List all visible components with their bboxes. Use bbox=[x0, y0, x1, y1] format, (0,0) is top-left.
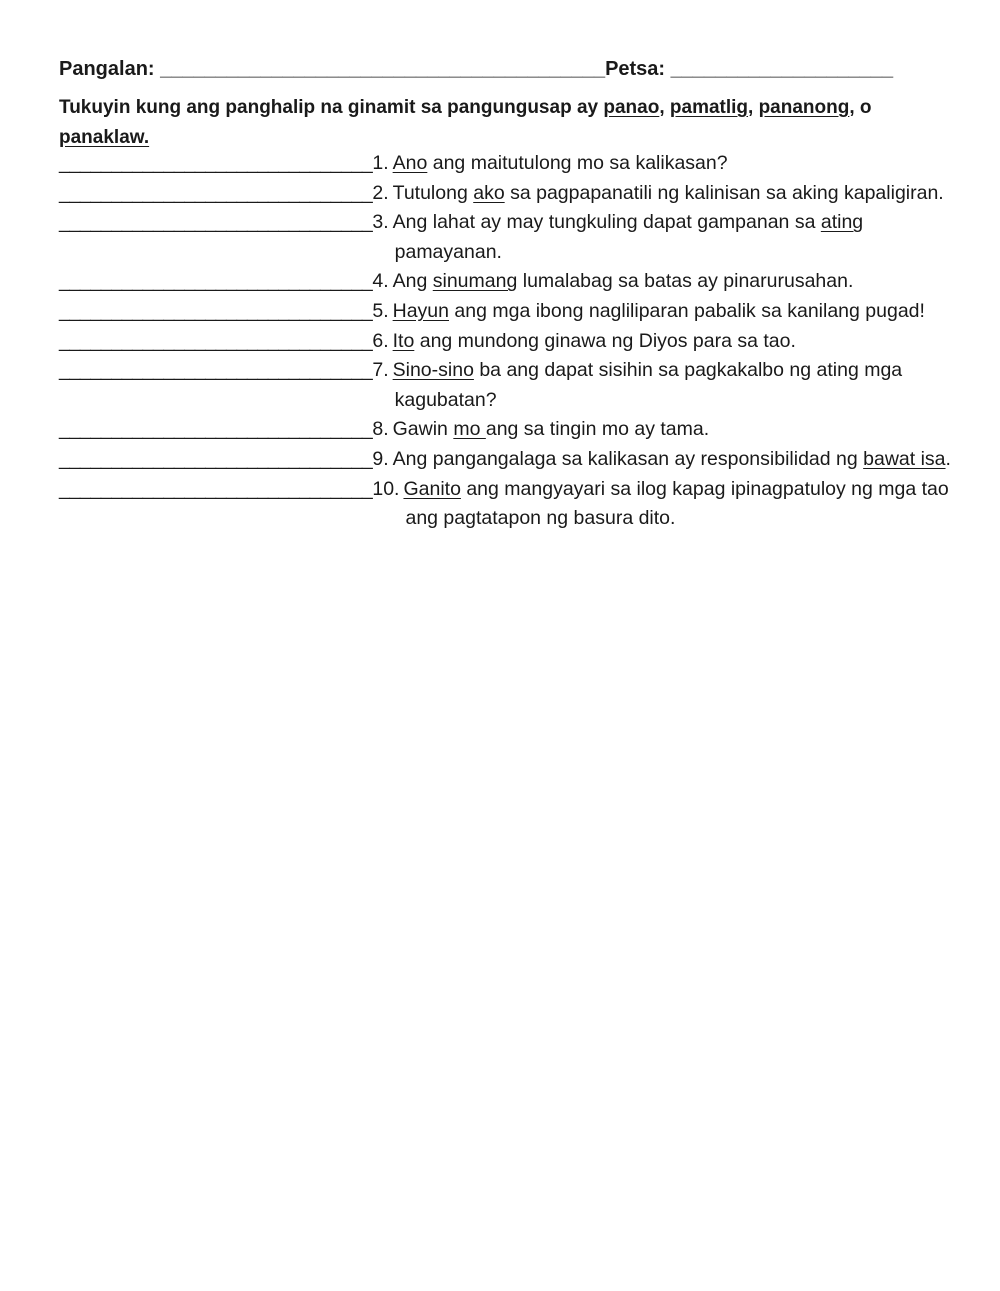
question-text bbox=[389, 415, 959, 445]
question-text-continuation: pamayanan. bbox=[394, 240, 502, 263]
question-item bbox=[59, 297, 959, 327]
question-text bbox=[389, 149, 959, 179]
question-text bbox=[399, 475, 959, 534]
answer-line[interactable]: ______________________________ bbox=[59, 418, 373, 441]
question-text bbox=[389, 179, 959, 209]
underlined-pronoun: Ganito bbox=[403, 477, 461, 500]
question-text-after: . bbox=[945, 447, 951, 470]
question-item bbox=[59, 475, 959, 534]
question-item bbox=[59, 356, 959, 415]
question-number: 5. bbox=[372, 299, 389, 322]
answer-line[interactable]: ______________________________ bbox=[59, 270, 373, 293]
question-text-before: Tutulong bbox=[392, 181, 474, 204]
question-number: 2. bbox=[372, 181, 389, 204]
underlined-pronoun: mo bbox=[453, 418, 486, 441]
answer-line[interactable]: ______________________________ bbox=[59, 152, 373, 174]
question-text bbox=[389, 327, 959, 357]
date-label: Petsa: bbox=[605, 58, 666, 80]
question-item bbox=[59, 445, 959, 475]
underlined-pronoun: Hayun bbox=[392, 299, 449, 322]
answer-line[interactable]: ______________________________ bbox=[59, 329, 373, 352]
option-pamatlig: pamatlig bbox=[669, 97, 749, 118]
question-text-after: sa pagpapanatili ng kalinisan sa aking kapaligiran. bbox=[504, 181, 944, 204]
question-number: 9. bbox=[372, 447, 389, 470]
question-item bbox=[59, 327, 959, 357]
answer-line[interactable]: ______________________________ bbox=[59, 211, 373, 234]
question-number: 8. bbox=[372, 418, 389, 441]
question-text-after: ba ang dapat sisihin sa pagkakalbo ng ating mga bbox=[473, 359, 903, 382]
question-list bbox=[59, 149, 959, 534]
answer-line[interactable]: ______________________________ bbox=[59, 181, 373, 204]
question-text-after: ang mangyayari sa ilog kapag ipinagpatuloy ng mga tao bbox=[460, 477, 949, 500]
question-item bbox=[59, 208, 959, 267]
question-text bbox=[389, 445, 959, 475]
question-number: 3. bbox=[372, 211, 389, 234]
question-number: 6. bbox=[372, 329, 389, 352]
question-item bbox=[59, 415, 959, 445]
question-text-after: ang mundong ginawa ng Diyos para sa tao. bbox=[414, 329, 796, 352]
question-number: 10. bbox=[372, 477, 400, 500]
question-text bbox=[389, 267, 959, 297]
option-pananong: pananong bbox=[758, 97, 850, 118]
option-panaklaw: panaklaw. bbox=[59, 127, 150, 148]
question-text bbox=[389, 208, 959, 267]
question-text bbox=[389, 297, 959, 327]
question-text-before: Ang pangangalaga sa kalikasan ay responsibilidad ng bbox=[392, 447, 864, 470]
underlined-pronoun: Ito bbox=[392, 329, 415, 352]
question-text-after: lumalabag sa batas ay pinarurusahan. bbox=[517, 270, 854, 293]
question-text-before: Ang bbox=[392, 270, 433, 293]
underlined-pronoun: Ano bbox=[392, 152, 428, 174]
underlined-pronoun: ako bbox=[473, 181, 505, 204]
question-text-before: Gawin bbox=[392, 418, 454, 441]
name-blank: ________________________________________ bbox=[160, 58, 606, 80]
question-text-continuation: ang pagtatapon ng basura dito. bbox=[405, 507, 676, 530]
answer-line[interactable]: ______________________________ bbox=[59, 299, 373, 322]
header-row bbox=[59, 58, 893, 81]
instructions-conj: o bbox=[859, 97, 872, 118]
name-label: Pangalan: bbox=[59, 58, 155, 80]
question-text-continuation: kagubatan? bbox=[394, 388, 497, 411]
instructions-lead: Tukuyin kung ang panghalip na ginamit sa pangungusap ay bbox=[59, 97, 599, 118]
instructions: Tukuyin kung ang panghalip na ginamit sa pangungusap ay panao, pamatlig, pananong, o panaklaw. bbox=[59, 97, 872, 148]
question-text bbox=[389, 356, 959, 415]
answer-line[interactable]: ______________________________ bbox=[59, 447, 373, 470]
answer-line[interactable]: ______________________________ bbox=[59, 359, 373, 382]
underlined-pronoun: sinumang bbox=[432, 270, 518, 293]
question-text-after: ang sa tingin mo ay tama. bbox=[485, 418, 710, 441]
question-text-after: ang maitutulong mo sa kalikasan? bbox=[427, 152, 728, 174]
question-item bbox=[59, 179, 959, 209]
underlined-pronoun: Sino-sino bbox=[392, 359, 474, 382]
option-panao: panao bbox=[603, 97, 660, 118]
date-blank: ____________________ bbox=[670, 58, 894, 80]
underlined-pronoun: ating bbox=[820, 211, 864, 234]
answer-line[interactable]: ______________________________ bbox=[59, 477, 373, 500]
question-item bbox=[59, 267, 959, 297]
question-number: 1. bbox=[372, 152, 389, 174]
question-text-before: Ang lahat ay may tungkuling dapat gampanan sa bbox=[392, 211, 821, 234]
question-number: 4. bbox=[372, 270, 389, 293]
question-number: 7. bbox=[372, 359, 389, 382]
question-text-after: ang mga ibong nagliliparan pabalik sa kanilang pugad! bbox=[449, 299, 925, 322]
underlined-pronoun: bawat isa bbox=[863, 447, 946, 470]
question-item bbox=[59, 149, 959, 179]
